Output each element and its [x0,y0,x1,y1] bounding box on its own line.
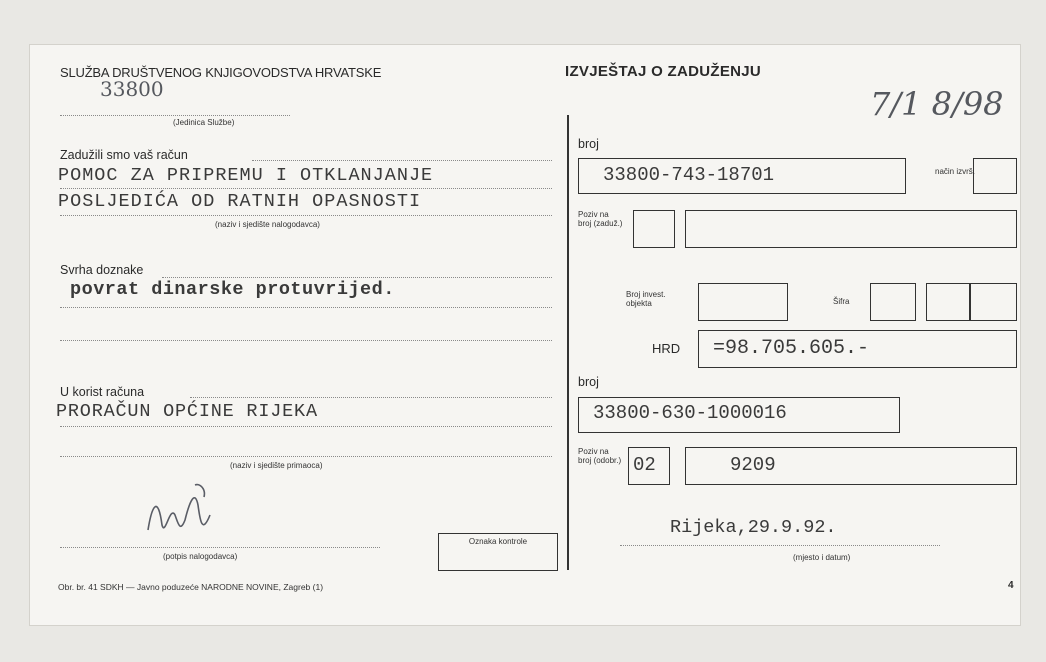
debtor-caption: (naziv i sjedište nalogodavca) [215,220,320,229]
signature-line [60,547,380,548]
purpose-value: povrat dinarske protuvrijed. [70,279,395,300]
ref-credit-model: 02 [633,454,656,476]
account1-value: 33800-743-18701 [603,164,775,186]
invest-object-label: Broj invest. objekta [626,290,666,308]
beneficiary-line-2 [60,456,552,457]
unit-number: 33800 [100,77,164,101]
ref-credit-number-box [685,447,1017,485]
debtor-line-2 [60,215,552,216]
purpose-line-2 [60,340,552,341]
form-footer: Obr. br. 41 SDKH — Javno poduzeće NARODNE NOVINE, Zagreb (1) [58,582,324,592]
control-mark-box [438,533,558,571]
purpose-line-1 [60,307,552,308]
ref-debit-number-box [685,210,1017,248]
code-box-2 [926,283,1017,321]
debit-label-line [252,160,552,161]
institution-name: SLUŽBA DRUŠTVENOG KNJIGOVODSTVA HRVATSKE [60,65,382,80]
amount-box [698,330,1017,368]
beneficiary-label: U korist računa [60,385,145,399]
place-date-caption: (mjesto i datum) [793,553,851,562]
ref-credit-number: 9209 [730,454,776,476]
place-date-value: Rijeka,29.9.92. [670,517,837,538]
unit-line [60,115,290,116]
beneficiary-caption: (naziv i sjedište primaoca) [230,461,323,470]
account1-label: broj [578,137,599,151]
place-date-line [620,545,940,546]
ref-debit-label: Poziv na broj (zaduž.) [578,210,623,228]
amount-value: =98.705.605.- [713,337,870,360]
column-divider [567,115,569,570]
beneficiary-line-1 [60,426,552,427]
ref-credit-label: Poziv na broj (odobr.) [578,447,622,465]
debtor-line-1 [60,188,552,189]
report-title: IZVJEŠTAJ O ZADUŽENJU [565,63,762,80]
currency-label: HRD [652,341,681,356]
account2-box [578,397,900,433]
ref-debit-model-box [633,210,675,248]
page-mark: 4 [1008,580,1014,591]
signature-caption: (potpis nalogodavca) [163,552,238,561]
code-box-1 [870,283,916,321]
invest-object-box [698,283,788,321]
beneficiary-label-line [190,397,552,398]
debtor-name-line2: POSLJEDIĆA OD RATNIH OPASNOSTI [58,191,422,212]
code-label: Šifra [833,297,850,306]
unit-caption: (Jedinica Službe) [173,118,235,127]
control-mark-label: Oznaka kontrole [468,537,528,546]
debit-account-label: Zadužili smo vaš račun [60,148,188,162]
account2-value: 33800-630-1000016 [593,402,787,424]
purpose-label: Svrha doznake [60,263,144,277]
beneficiary-value: PRORAČUN OPĆINE RIJEKA [56,401,318,422]
account1-box [578,158,906,194]
debit-report-form [30,45,1020,625]
execution-method-label: način izvrš. [935,167,976,176]
handwritten-reference: 7/1 8/98 [870,85,1004,123]
purpose-label-line [162,277,552,278]
account2-label: broj [578,375,599,389]
execution-method-box [973,158,1017,194]
signature-scribble [140,475,230,545]
debtor-name-line1: POMOC ZA PRIPREMU I OTKLANJANJE [58,165,434,186]
ref-credit-model-box [628,447,670,485]
